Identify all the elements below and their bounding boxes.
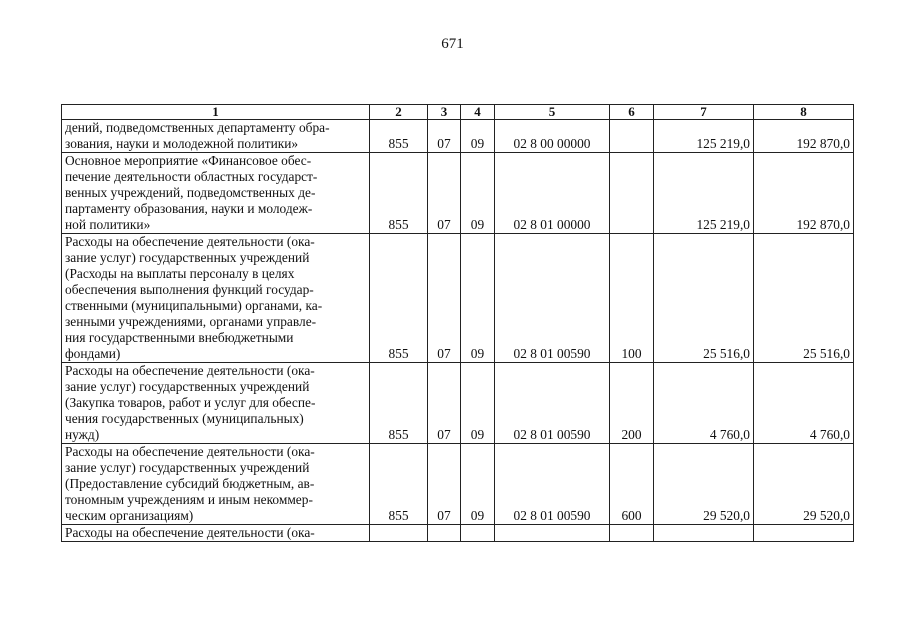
cell-amount-7: 4 760,0: [654, 363, 754, 444]
cell-amount-7: 125 219,0: [654, 153, 754, 234]
cell-amount-8: 4 760,0: [754, 363, 854, 444]
cell-subsection: 09: [461, 120, 495, 153]
row-description: Расходы на обеспечение деятельности (ока- зание услуг) государственных учреждений (Предоставление субсидий бюджетным, ав- тономным учреждениям и иным некоммер- ческим организациям): [62, 444, 370, 525]
cell-expense-type: 100: [610, 234, 654, 363]
column-header: 3: [428, 105, 461, 120]
cell-amount-8: 192 870,0: [754, 153, 854, 234]
column-header: 5: [495, 105, 610, 120]
cell-amount-7: 29 520,0: [654, 444, 754, 525]
cell-section: 07: [428, 234, 461, 363]
column-header: 4: [461, 105, 495, 120]
header-row: [62, 105, 854, 120]
cell-expense-type: [610, 525, 654, 542]
cell-ministry: 855: [370, 444, 428, 525]
cell-ministry: 855: [370, 153, 428, 234]
cell-section: 07: [428, 363, 461, 444]
cell-subsection: 09: [461, 234, 495, 363]
column-header: 1: [62, 105, 370, 120]
cell-target-code: 02 8 01 00590: [495, 234, 610, 363]
row-description: Расходы на обеспечение деятельности (ока- зание услуг) государственных учреждений (Закупка товаров, работ и услуг для обеспе- чения государственных (муниципальных) нужд): [62, 363, 370, 444]
cell-target-code: 02 8 01 00000: [495, 153, 610, 234]
cell-section: [428, 525, 461, 542]
row-description: Расходы на обеспечение деятельности (ока-: [62, 525, 370, 542]
cell-section: 07: [428, 153, 461, 234]
table-row: [62, 444, 854, 525]
cell-section: 07: [428, 444, 461, 525]
table-row: [62, 153, 854, 234]
cell-amount-7: 125 219,0: [654, 120, 754, 153]
row-description: дений, подведомственных департаменту обра- зования, науки и молодежной политики»: [62, 120, 370, 153]
cell-subsection: [461, 525, 495, 542]
cell-amount-8: 29 520,0: [754, 444, 854, 525]
column-header: 2: [370, 105, 428, 120]
cell-amount-8: 25 516,0: [754, 234, 854, 363]
column-header: 6: [610, 105, 654, 120]
table-row: [62, 363, 854, 444]
cell-ministry: 855: [370, 234, 428, 363]
cell-subsection: 09: [461, 363, 495, 444]
table-row: [62, 525, 854, 542]
cell-subsection: 09: [461, 153, 495, 234]
table-row: [62, 120, 854, 153]
cell-expense-type: [610, 153, 654, 234]
column-header: 8: [754, 105, 854, 120]
cell-ministry: 855: [370, 120, 428, 153]
cell-amount-8: [754, 525, 854, 542]
cell-subsection: 09: [461, 444, 495, 525]
cell-ministry: 855: [370, 363, 428, 444]
budget-table: [61, 104, 854, 542]
cell-target-code: 02 8 01 00590: [495, 363, 610, 444]
cell-target-code: 02 8 00 00000: [495, 120, 610, 153]
cell-section: 07: [428, 120, 461, 153]
cell-amount-7: [654, 525, 754, 542]
cell-amount-8: 192 870,0: [754, 120, 854, 153]
page-number: 671: [441, 36, 464, 52]
cell-target-code: [495, 525, 610, 542]
table-row: [62, 234, 854, 363]
cell-amount-7: 25 516,0: [654, 234, 754, 363]
cell-expense-type: 600: [610, 444, 654, 525]
column-header: 7: [654, 105, 754, 120]
cell-target-code: 02 8 01 00590: [495, 444, 610, 525]
row-description: Основное мероприятие «Финансовое обес- печение деятельности областных государст- венных учреждений, подведомственных де- партаменту образования, науки и молодеж- ной политики»: [62, 153, 370, 234]
row-description: Расходы на обеспечение деятельности (ока- зание услуг) государственных учреждений (Расходы на выплаты персоналу в целях обеспечения выполнения функций государ- ственными (муниципальными) органами, ка- зенными учреждениями, органами управле- ния государственными внебюджетными фондами): [62, 234, 370, 363]
cell-expense-type: 200: [610, 363, 654, 444]
cell-ministry: [370, 525, 428, 542]
cell-expense-type: [610, 120, 654, 153]
